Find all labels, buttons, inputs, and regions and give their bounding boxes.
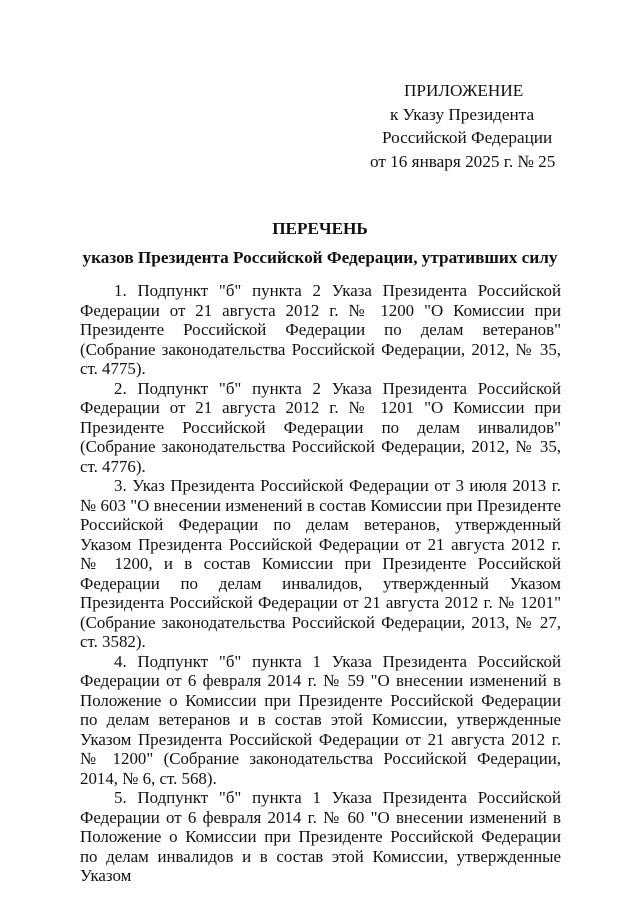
list-item-4: 4. Подпункт "б" пункта 1 Указа Президента Российской Федерации от 6 февраля 2014 г. № 59 "О внесении изменений в Положение о Комиссии при Президенте Российской Федерации по делам ветеранов и в состав этой Комиссии, утвержденные Указом Президента Российской Федерации от 21 августа 2012 г. № 1200" (Собрание законодательства Российской Федерации, 2014, № 6, ст. 568).	[80, 651, 561, 788]
list-item-1: 1. Подпункт "б" пункта 2 Указа Президента Российской Федерации от 21 августа 2012 г. № 1200 "О Комиссии при Президенте Российской Федерации по делам ветеранов" (Собрание законодательства Российской Федерации, 2012, № 35, ст. 4775).	[80, 281, 561, 378]
document-titles	[0, 216, 640, 270]
annex-federation: Российской Федерации	[382, 128, 553, 147]
annex-date-number: от 16 января 2025 г. № 25	[370, 151, 556, 171]
decree-list	[80, 281, 561, 886]
list-item-5: 5. Подпункт "б" пункта 1 Указа Президента Российской Федерации от 6 февраля 2014 г. № 60 "О внесении изменений в Положение о Комиссии при Президенте Российской Федерации по делам инвалидов и в состав этой Комиссии, утвержденные Указом	[80, 788, 561, 885]
annex-label: ПРИЛОЖЕНИЕ	[404, 81, 524, 100]
document-title: ПЕРЕЧЕНЬ	[272, 219, 368, 238]
document-subtitle: указов Президента Российской Федерации, утративших силу	[82, 248, 558, 267]
annex-header	[360, 79, 590, 173]
annex-decree-ref: к Указу Президента	[390, 104, 535, 124]
list-item-2: 2. Подпункт "б" пункта 2 Указа Президента Российской Федерации от 21 августа 2012 г. № 1201 "О Комиссии при Президенте Российской Федерации по делам инвалидов" (Собрание законодательства Российской Федерации, 2012, № 35, ст. 4776).	[80, 378, 561, 476]
list-item-3: 3. Указ Президента Российской Федерации от 3 июля 2013 г. № 603 "О внесении изменений в состав Комиссии при Президенте Российской Федерации по делам ветеранов, утвержденный Указом Президента Российской Федерации от 21 августа 2012 г. № 1200, и в состав Комиссии при Президенте Российской Федерации по делам инвалидов, утвержденный Указом Президента Российской Федерации от 21 августа 2012 г. № 1201" (Собрание законодательства Российской Федерации, 2013, № 27, ст. 3582).	[80, 476, 561, 651]
